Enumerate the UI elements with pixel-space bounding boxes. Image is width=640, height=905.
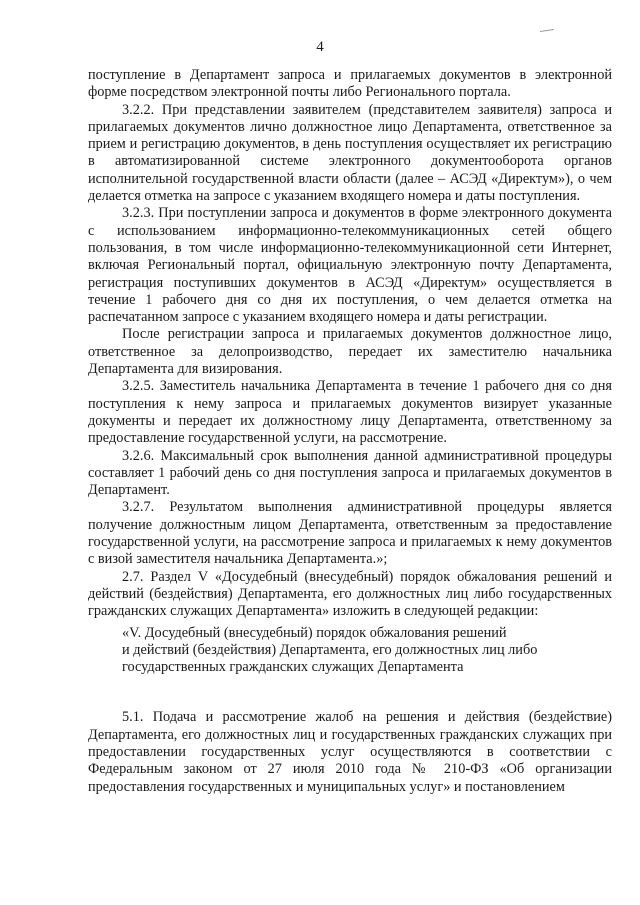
paragraph-3-2-7: 3.2.7. Результатом выполнения административной процедуры является получение должностным лицом Департамента, ответственным за предоставление государственной услуги, на рассмотрение запроса и прилагаемых к нему документов с визой заместителя начальника Департамента.»; — [88, 499, 612, 568]
scan-mark — [540, 29, 554, 32]
section-heading — [88, 625, 612, 677]
section-heading-line: «V. Досудебный (внесудебный) порядок обжалования решений — [122, 624, 507, 641]
section-heading-line: и действий (бездействия) Департамента, его должностных лиц либо — [122, 641, 538, 658]
section-heading-line: государственных гражданских служащих Департамента — [122, 659, 464, 676]
paragraph-3-2-6: 3.2.6. Максимальный срок выполнения данной административной процедуры составляет 1 рабочий день со дня поступления запроса и прилагаемых документов в Департамент. — [88, 447, 612, 499]
paragraph-3-2-2: 3.2.2. При представлении заявителем (представителем заявителя) запроса и прилагаемых документов лично должностное лицо Департамента, ответственное за прием и регистрацию документов, в день поступления осуществляет их регистрацию в автоматизированной системе электронного документооборота органов исполнительной государственной власти области (далее – АСЭД «Директум»), о чем делается отметка на запросе с указанием входящего номера и даты поступления. — [88, 101, 612, 205]
page-number: 4 — [316, 39, 324, 55]
spacer — [88, 676, 612, 709]
paragraph-3-2-3: 3.2.3. При поступлении запроса и документов в форме электронного документа с использованием информационно-телекоммуникационных сетей общего пользования, в том числе информационно-телекоммуникационной сети Интернет, включая Региональный портал, официальную электронную почту Департамента, регистрация поступивших документов в АСЭД «Директум» осуществляется в течение 1 рабочего дня со дня их поступления, о чем делается отметка на распечатанном запросе с указанием входящего номера и даты регистрации. — [88, 205, 612, 326]
document-body — [88, 67, 612, 796]
paragraph-5-1: 5.1. Подача и рассмотрение жалоб на решения и действия (бездействие) Департамента, его должностных лиц и государственных гражданских служащих при предоставлении государственных услуг осуществляются в соответствии с Федеральным законом от 27 июля 2010 года № 210-ФЗ «Об организации предоставления государственных и муниципальных услуг» и постановлением — [88, 709, 612, 795]
paragraph-2-7: 2.7. Раздел V «Досудебный (внесудебный) порядок обжалования решений и действий (бездействия) Департамента, его должностных лиц либо государственных гражданских служащих Департамента» изложить в следующей редакции: — [88, 568, 612, 620]
paragraph-registration: После регистрации запроса и прилагаемых документов должностное лицо, ответственное за делопроизводство, передает их заместителю начальника Департамента для визирования. — [88, 326, 612, 378]
paragraph-continuation: поступление в Департамент запроса и прилагаемых документов в электронной форме посредством электронной почты либо Регионального портала. — [88, 67, 612, 101]
paragraph-3-2-5: 3.2.5. Заместитель начальника Департамента в течение 1 рабочего дня со дня поступления к нему запроса и прилагаемых документов визирует указанные документы и передает их должностному лицу Департамента, ответственному за предоставление государственной услуги, на рассмотрение. — [88, 378, 612, 447]
